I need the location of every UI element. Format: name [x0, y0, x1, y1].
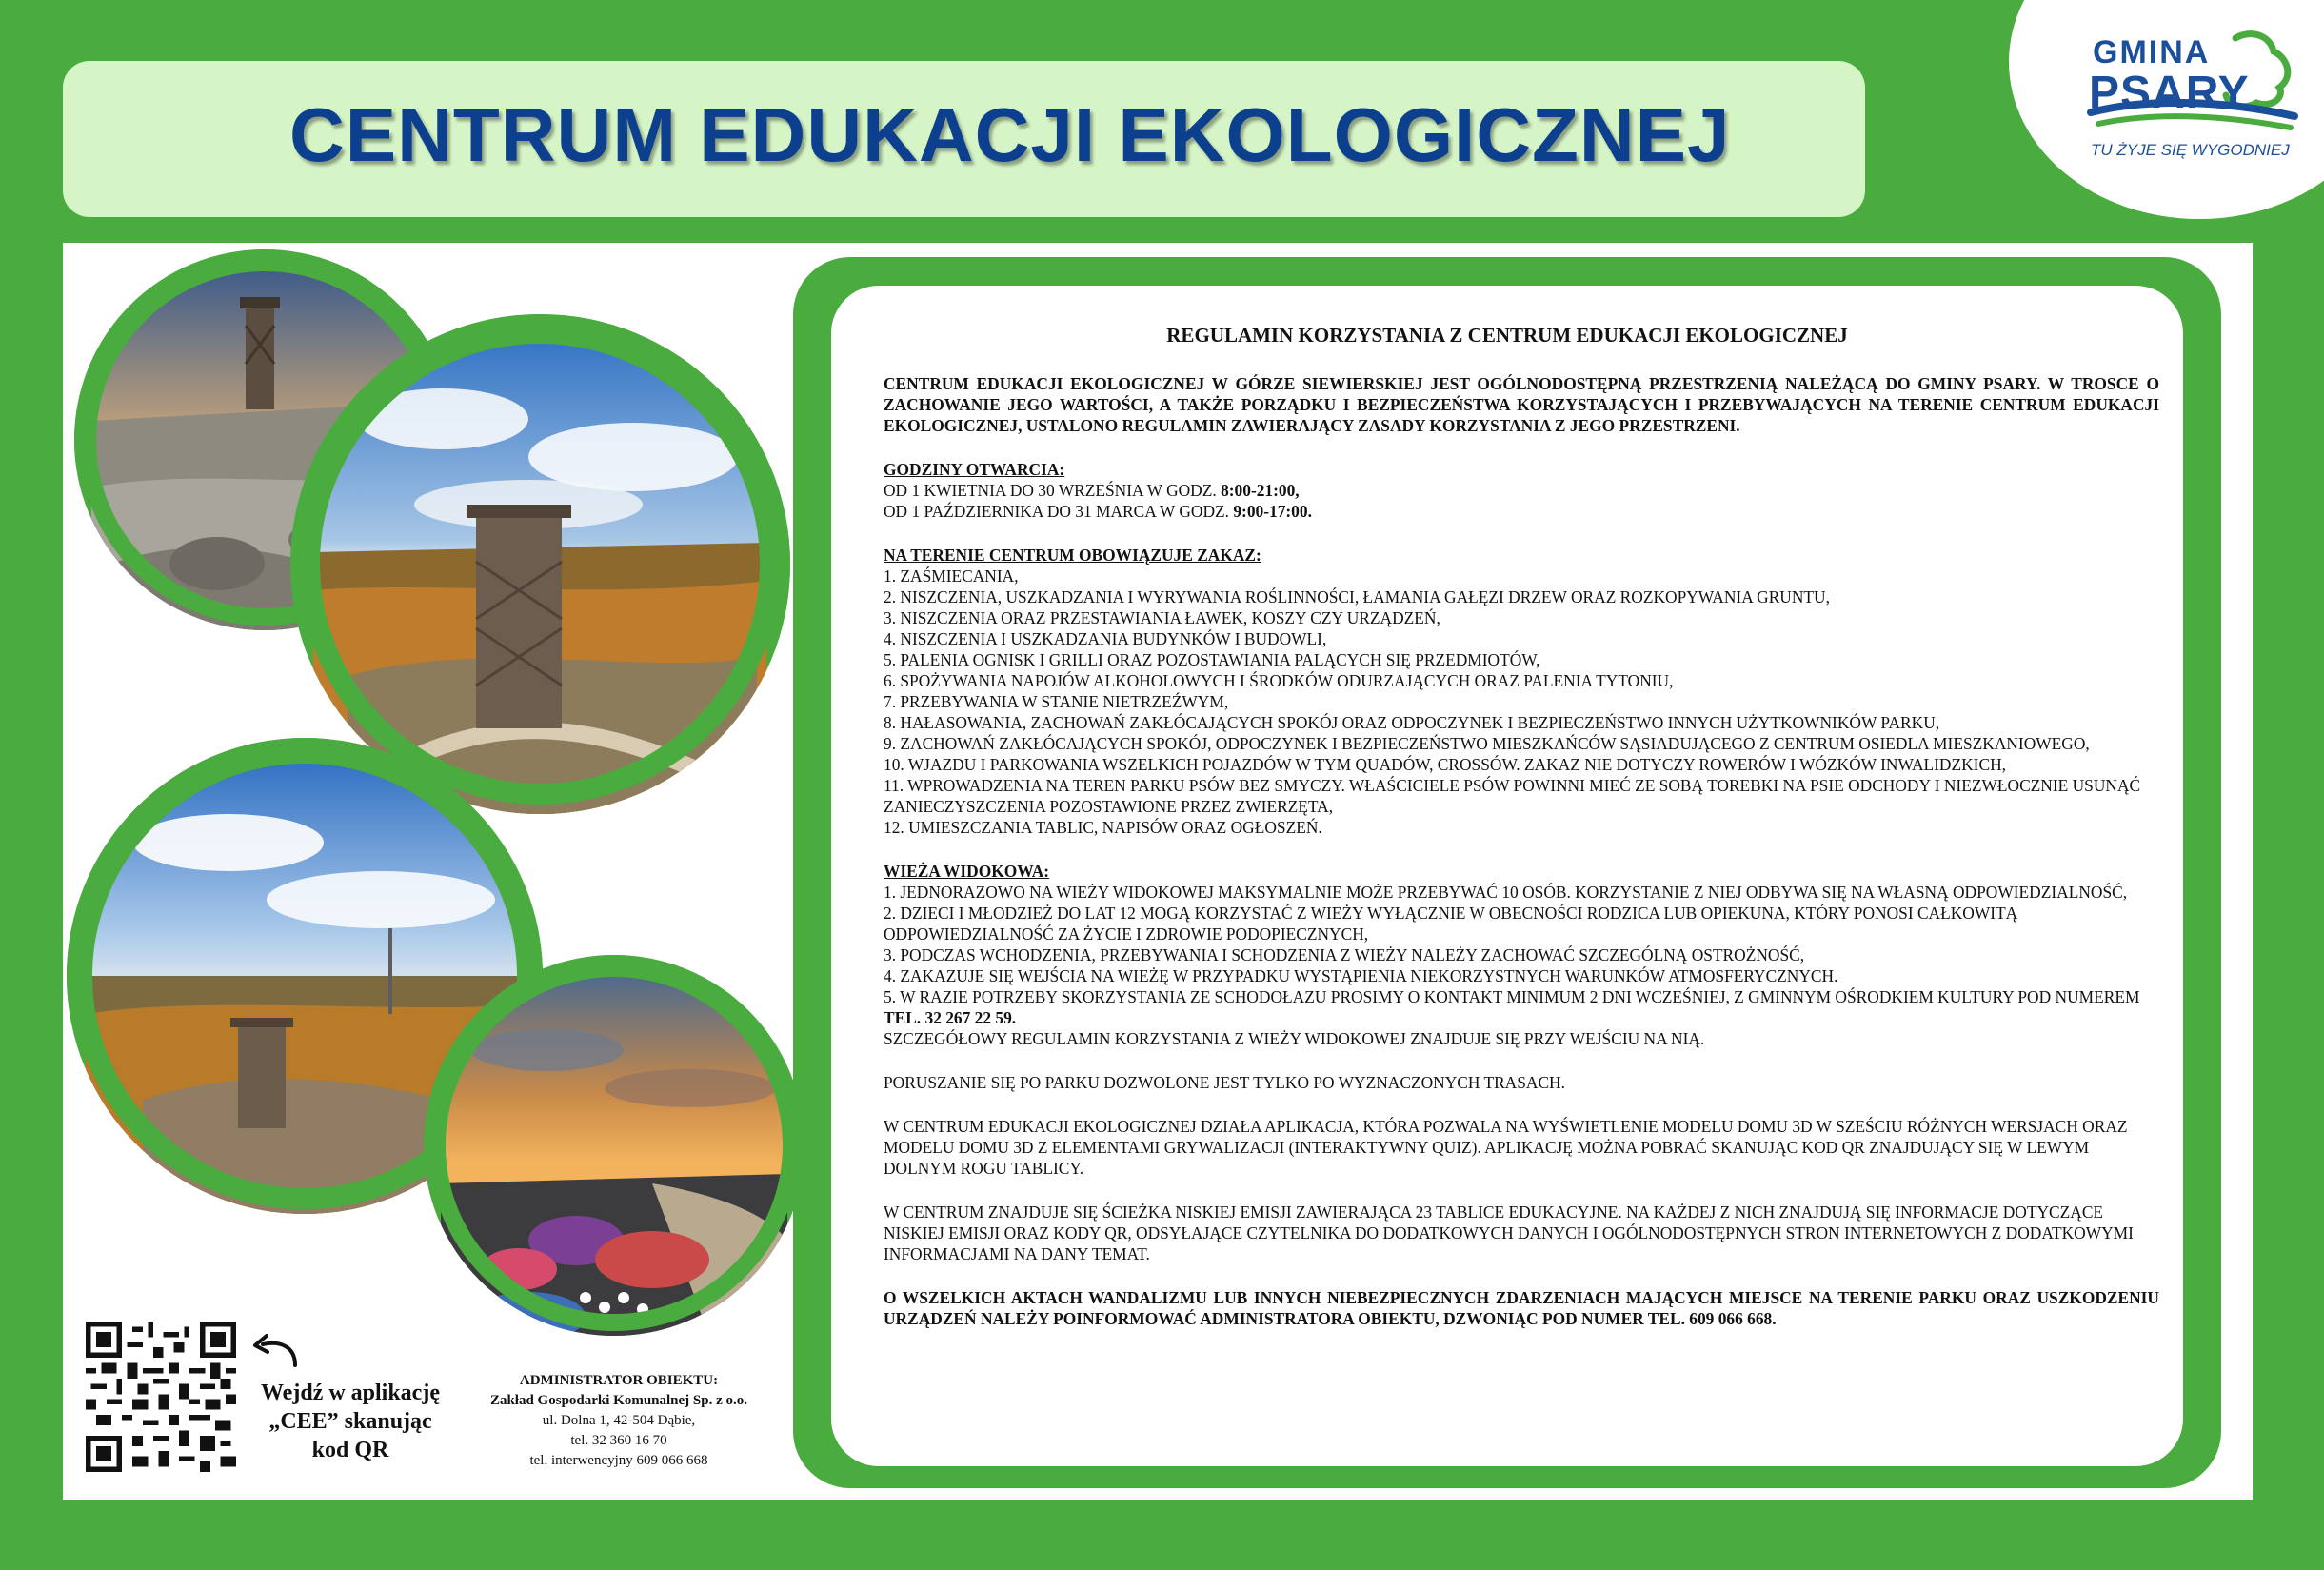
tower-note: SZCZEGÓŁOWY REGULAMIN KORZYSTANIA Z WIEŻY WIDOKOWEJ ZNAJDUJE SIĘ PRZY WEJŚCIU NA NIĄ. [884, 1029, 1705, 1048]
curved-arrow-icon [246, 1333, 303, 1371]
qr-caption-line-1: Wejdź w aplikację [261, 1381, 440, 1405]
ban-item: 3. NISZCZENIA ORAZ PRZESTAWIANIA ŁAWEK, KOSZY CZY URZĄDZEŃ, [884, 608, 1440, 627]
ban-item: 8. HAŁASOWANIA, ZACHOWAŃ ZAKŁÓCAJĄCYCH SPOKÓJ ORAZ ODPOCZYNEK I BEZPIECZEŃSTWO INNYCH UŻYTKOWNIKÓW PARKU, [884, 713, 1940, 732]
tower-item: 1. JEDNORAZOWO NA WIEŻY WIDOKOWEJ MAKSYMALNIE MOŻE PRZEBYWAĆ 10 OSÓB. KORZYSTANIE Z NIEJ ODBYWA SIĘ NA WŁASNĄ ODPOWIEDZIALNOŚĆ, [884, 883, 2128, 902]
ban-item: 6. SPOŻYWANIA NAPOJÓW ALKOHOLOWYCH I ŚRODKÓW ODURZAJĄCYCH ORAZ PALENIA TYTONIU, [884, 671, 1674, 690]
tower-heading: WIEŻA WIDOKOWA: [884, 862, 1050, 881]
tower-item: 3. PODCZAS WCHODZENIA, PRZEBYWANIA I SCHODZENIA Z WIEŻY NALEŻY ZACHOWAĆ SZCZEGÓLNĄ OSTROŻNOŚĆ, [884, 945, 1805, 964]
hours-heading: GODZINY OTWARCIA: [884, 460, 1065, 479]
qr-caption [246, 1379, 455, 1464]
ban-heading: NA TERENIE CENTRUM OBOWIĄZUJE ZAKAZ: [884, 546, 1261, 565]
administrator-info [457, 1371, 781, 1471]
logo-tagline: TU ŻYJE SIĘ WYGODNIEJ [2091, 141, 2290, 159]
ban-item: 4. NISZCZENIA I USZKADZANIA BUDYNKÓW I BUDOWLI, [884, 629, 1327, 648]
tower-item: 5. W RAZIE POTRZEBY SKORZYSTANIA ZE SCHODOŁAZU PROSIMY O KONTAKT MINIMUM 2 DNI WCZEŚNIEJ, Z GMINNYM OŚRODKIEM KULTURY POD NUMEREM TEL. 32 267 22 59. [884, 987, 2140, 1027]
photo-playground-sunset [424, 955, 804, 1336]
ban-item: 7. PRZEBYWANIA W STANIE NIETRZEŹWYM, [884, 692, 1229, 711]
vandalism-notice: O WSZELKICH AKTACH WANDALIZMU LUB INNYCH NIEBEZPIECZNYCH ZDARZENIACH MAJĄCYCH MIEJSCE NA TERENIE PARKU ORAZ USZKODZENIU URZĄDZEŃ NALEŻY POINFORMOWAĆ ADMINISTRATORA OBIEKTU, DZWONIĄC POD NUMER TEL. 609 066 668. [884, 1288, 2159, 1328]
trail-info: W CENTRUM ZNAJDUJE SIĘ ŚCIEŻKA NISKIEJ EMISJI ZAWIERAJĄCA 23 TABLICE EDUKACYJNE. NA KAŻDEJ Z NICH ZNAJDUJĄ SIĘ INFORMACJE DOTYCZĄCE NISKIEJ EMISJI ORAZ KODY QR, ODSYŁAJĄCE CZYTELNIKA DO DODATKOWYCH DANYCH I OGÓLNODOSTĘPNYCH STRON INTERNETOWYCH Z DODATKOWYMI INFORMACJAMI NA DANY TEMAT. [884, 1202, 2134, 1263]
logo-gmina-text: GMINA [2093, 34, 2211, 70]
app-info: W CENTRUM EDUKACJI EKOLOGICZNEJ DZIAŁA APLIKACJA, KTÓRA POZWALA NA WYŚWIETLENIE MODELU DOMU 3D W SZEŚCIU RÓŻNYCH WERSJACH ORAZ MODELU DOMU 3D Z ELEMENTAMI GRYWALIZACJI (INTERAKTYWNY QUIZ). APLIKACJĘ MOŻNA POBRAĆ SKANUJĄC KOD QR ZNAJDUJĄCY SIĘ W LEWYM DOLNYM ROGU TABLICY. [884, 1117, 2128, 1178]
qr-code-icon[interactable] [86, 1322, 236, 1472]
admin-heading: ADMINISTRATOR OBIEKTU: [519, 1373, 719, 1388]
ban-item: 12. UMIESZCZANIA TABLIC, NAPISÓW ORAZ OGŁOSZEŃ. [884, 818, 1322, 837]
qr-caption-line-3: kod QR [311, 1438, 389, 1462]
admin-address: ul. Dolna 1, 42-504 Dąbie, [542, 1413, 696, 1428]
paths-rule: PORUSZANIE SIĘ PO PARKU DOZWOLONE JEST TYLKO PO WYZNACZONYCH TRASACH. [884, 1073, 1565, 1092]
ban-item: 1. ZAŚMIECANIA, [884, 566, 1019, 586]
tower-item: 2. DZIECI I MŁODZIEŻ DO LAT 12 MOGĄ KORZYSTAĆ Z WIEŻY WYŁĄCZNIE W OBECNOŚCI RODZICA LUB OPIEKUNA, KTÓRY PONOSI CAŁKOWITĄ ODPOWIEDZIALNOŚĆ ZA ŻYCIE I ZDROWIE PODOPIECZNYCH, [884, 904, 2018, 944]
ban-item: 2. NISZCZENIA, USZKADZANIA I WYRYWANIA ROŚLINNOŚCI, ŁAMANIA GAŁĘZI DRZEW ORAZ ROZKOPYWANIA GRUNTU, [884, 587, 1830, 606]
ban-item: 10. WJAZDU I PARKOWANIA WSZELKICH POJAZDÓW W TYM QUADÓW, CROSSÓW. ZAKAZ NIE DOTYCZY ROWERÓW I WÓZKÓW INWALIDZKICH, [884, 755, 2006, 774]
qr-caption-line-2: „CEE” skanując [268, 1409, 432, 1434]
admin-emergency-phone: tel. interwencyjny 609 066 668 [529, 1453, 708, 1468]
rules-title: REGULAMIN KORZYSTANIA Z CENTRUM EDUKACJI EKOLOGICZNEJ [1166, 324, 1848, 347]
hours-line-2: OD 1 PAŹDZIERNIKA DO 31 MARCA W GODZ. 9:00-17:00. [884, 502, 1312, 521]
tower-item: 4. ZAKAZUJE SIĘ WEJŚCIA NA WIEŻĘ W PRZYPADKU WYSTĄPIENIA NIEKORZYSTNYCH WARUNKÓW ATMOSFERYCZNYCH. [884, 966, 1838, 985]
admin-company: Zakład Gospodarki Komunalnej Sp. z o.o. [489, 1393, 748, 1408]
title-banner [63, 61, 1865, 217]
page-title: CENTRUM EDUKACJI EKOLOGICZNEJ [289, 92, 1731, 177]
admin-phone: tel. 32 360 16 70 [570, 1433, 667, 1448]
hours-line-1: OD 1 KWIETNIA DO 30 WRZEŚNIA W GODZ. 8:00-21:00, [884, 481, 1300, 500]
rules-body [884, 373, 2159, 1329]
photo-tower-aerial [290, 314, 790, 814]
ban-item: 11. WPROWADZENIA NA TEREN PARKU PSÓW BEZ SMYCZY. WŁAŚCICIELE PSÓW POWINNI MIEĆ ZE SOBĄ TOREBKI NA PSIE ODCHODY I NIEZWŁOCZNIE USUNĄĆ ZANIECZYSZCZENIA POZOSTAWIONE PRZEZ ZWIERZĘTA, [884, 776, 2141, 816]
ban-item: 5. PALENIA OGNISK I GRILLI ORAZ POZOSTAWIANIA PALĄCYCH SIĘ PRZEDMIOTÓW, [884, 650, 1540, 669]
logo-psary-text: PSARY [2089, 68, 2250, 118]
ban-item: 9. ZACHOWAŃ ZAKŁÓCAJĄCYCH SPOKÓJ, ODPOCZYNEK I BEZPIECZEŃSTWO MIESZKAŃCÓW SĄSIADUJĄCEGO Z CENTRUM OSIEDLA MIESZKANIOWEGO, [884, 734, 2090, 753]
rules-intro: CENTRUM EDUKACJI EKOLOGICZNEJ W GÓRZE SIEWIERSKIEJ JEST OGÓLNODOSTĘPNĄ PRZESTRZENIĄ NALEŻĄCĄ DO GMINY PSARY. W TROSCE O ZACHOWANIE JEGO WARTOŚCI, A TAKŻE PORZĄDKU I BEZPIECZEŃSTWA KORZYSTAJĄCYCH I PRZEBYWAJĄCYCH NA TERENIE CENTRUM EDUKACJI EKOLOGICZNEJ, USTALONO REGULAMIN ZAWIERAJĄCY ZASADY KORZYSTANIA Z JEGO PRZESTRZENI. [884, 374, 2159, 435]
